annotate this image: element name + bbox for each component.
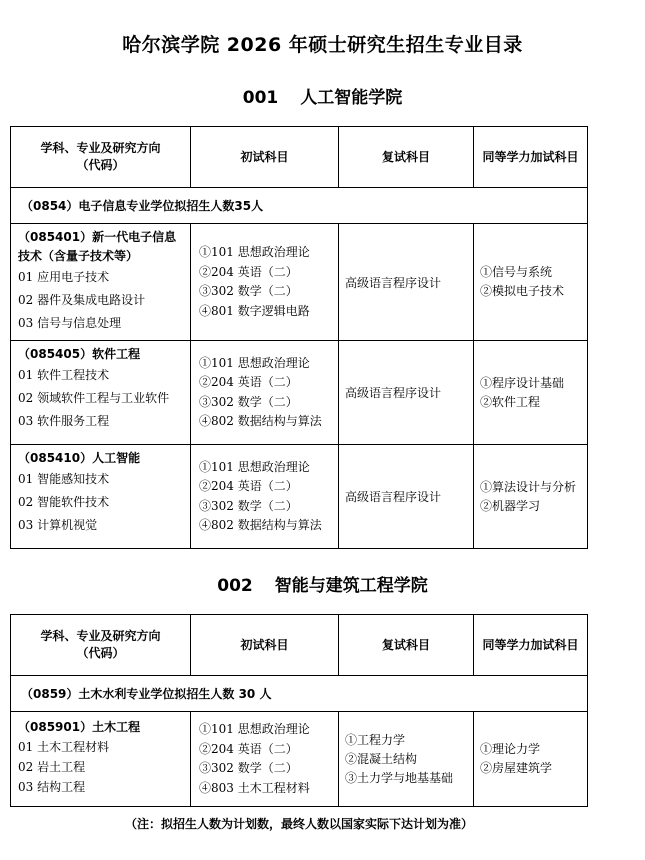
degree-text: （0854）电子信息专业学位拟招生人数35人 xyxy=(11,188,588,224)
prelim-item: ①101 思想政治理论 xyxy=(199,459,310,474)
prelim-cell xyxy=(191,341,339,445)
extra-item: ②机器学习 xyxy=(480,498,541,513)
program-title: （085901）土木工程 xyxy=(18,720,141,734)
prelim-item: ①101 思想政治理论 xyxy=(199,355,310,370)
direction-item: 02 岩土工程 xyxy=(18,760,86,774)
header-row xyxy=(11,127,588,188)
direction-item: 02 领域软件工程与工业软件 xyxy=(18,391,170,405)
direction-item: 01 软件工程技术 xyxy=(18,368,110,382)
prelim-item: ②204 英语（二） xyxy=(199,479,298,493)
prelim-item: ①101 思想政治理论 xyxy=(199,245,310,259)
prelim-cell xyxy=(191,712,339,807)
extra-item: ②模拟电子技术 xyxy=(480,284,565,298)
extra-cell xyxy=(474,341,588,445)
direction-item: 03 软件服务工程 xyxy=(18,414,110,428)
direction-item: 01 土木工程材料 xyxy=(18,740,110,754)
section-code: 001 xyxy=(242,88,279,108)
section-001-title xyxy=(0,83,645,108)
program-title-line2: 技术（含量子技术等） xyxy=(18,249,139,263)
prelim-cell xyxy=(191,445,339,549)
retest-cell: 高级语言程序设计 xyxy=(339,445,474,549)
retest-item: ①工程力学 xyxy=(345,732,406,747)
document-title: 哈尔滨学院 2026 年硕士研究生招生专业目录 xyxy=(122,34,523,56)
footnote: （注：拟招生人数为计划数，最终人数以国家实际下达计划为准） xyxy=(124,817,473,831)
section-name: 人工智能学院 xyxy=(300,88,403,108)
prelim-item: ②204 英语（二） xyxy=(199,375,298,389)
catalog-table-002 xyxy=(10,614,588,807)
program-cell xyxy=(11,712,191,807)
extra-cell xyxy=(474,445,588,549)
prelim-item: ③302 数学（二） xyxy=(199,498,298,513)
direction-item: 02 器件及集成电路设计 xyxy=(18,293,146,307)
prelim-item: ③302 数学（二） xyxy=(199,394,298,409)
extra-item: ②房屋建筑学 xyxy=(480,761,553,775)
program-title: （085410）人工智能 xyxy=(18,451,141,465)
extra-item: ②软件工程 xyxy=(480,394,541,409)
prelim-item: ③302 数学（二） xyxy=(199,761,298,775)
program-row xyxy=(11,712,588,807)
degree-row xyxy=(11,676,588,712)
direction-item: 03 计算机视觉 xyxy=(18,518,98,532)
header-prelim: 初试科目 xyxy=(191,127,339,188)
extra-item: ①程序设计基础 xyxy=(480,375,565,390)
direction-item: 01 智能感知技术 xyxy=(18,472,110,486)
extra-cell xyxy=(474,712,588,807)
prelim-item: ④802 数据结构与算法 xyxy=(199,414,322,428)
retest-cell xyxy=(339,712,474,807)
degree-row xyxy=(11,188,588,224)
program-title: （085405）软件工程 xyxy=(18,347,141,361)
degree-text: （0859）土木水利专业学位拟招生人数 30 人 xyxy=(11,676,588,712)
extra-cell xyxy=(474,224,588,341)
prelim-item: ④803 土木工程材料 xyxy=(199,780,310,795)
header-discipline: 学科、专业及研究方向 （代码） xyxy=(11,615,191,676)
header-discipline: 学科、专业及研究方向 （代码） xyxy=(11,127,191,188)
program-cell xyxy=(11,341,191,445)
prelim-item: ③302 数学（二） xyxy=(199,284,298,298)
program-row xyxy=(11,445,588,549)
retest-item: ③土力学与地基基础 xyxy=(345,770,454,785)
prelim-item: ④801 数字逻辑电路 xyxy=(199,303,310,318)
header-extra: 同等学力加试科目 xyxy=(474,615,588,676)
section-code: 002 xyxy=(217,576,253,596)
header-prelim: 初试科目 xyxy=(191,615,339,676)
direction-item: 01 应用电子技术 xyxy=(18,270,110,284)
direction-item: 02 智能软件技术 xyxy=(18,495,110,509)
section-name: 智能与建筑工程学院 xyxy=(274,576,428,596)
extra-item: ①算法设计与分析 xyxy=(480,479,577,494)
header-retest: 复试科目 xyxy=(339,615,474,676)
catalog-table-001 xyxy=(10,126,588,549)
extra-item: ①理论力学 xyxy=(480,742,541,756)
direction-item: 03 信号与信息处理 xyxy=(18,316,122,330)
direction-item: 03 结构工程 xyxy=(18,780,86,794)
retest-cell: 高级语言程序设计 xyxy=(339,341,474,445)
prelim-item: ①101 思想政治理论 xyxy=(199,722,310,736)
header-extra: 同等学力加试科目 xyxy=(474,127,588,188)
prelim-cell xyxy=(191,224,339,341)
prelim-item: ②204 英语（二） xyxy=(199,741,298,756)
retest-cell: 高级语言程序设计 xyxy=(339,224,474,341)
program-row xyxy=(11,341,588,445)
header-retest: 复试科目 xyxy=(339,127,474,188)
prelim-item: ②204 英语（二） xyxy=(199,264,298,279)
program-title: （085401）新一代电子信息 xyxy=(18,230,177,244)
program-row xyxy=(11,224,588,341)
section-002-title xyxy=(0,571,645,596)
program-cell xyxy=(11,445,191,549)
prelim-item: ④802 数据结构与算法 xyxy=(199,518,322,532)
header-row xyxy=(11,615,588,676)
retest-item: ②混凝土结构 xyxy=(345,751,418,766)
extra-item: ①信号与系统 xyxy=(480,265,553,279)
program-cell xyxy=(11,224,191,341)
